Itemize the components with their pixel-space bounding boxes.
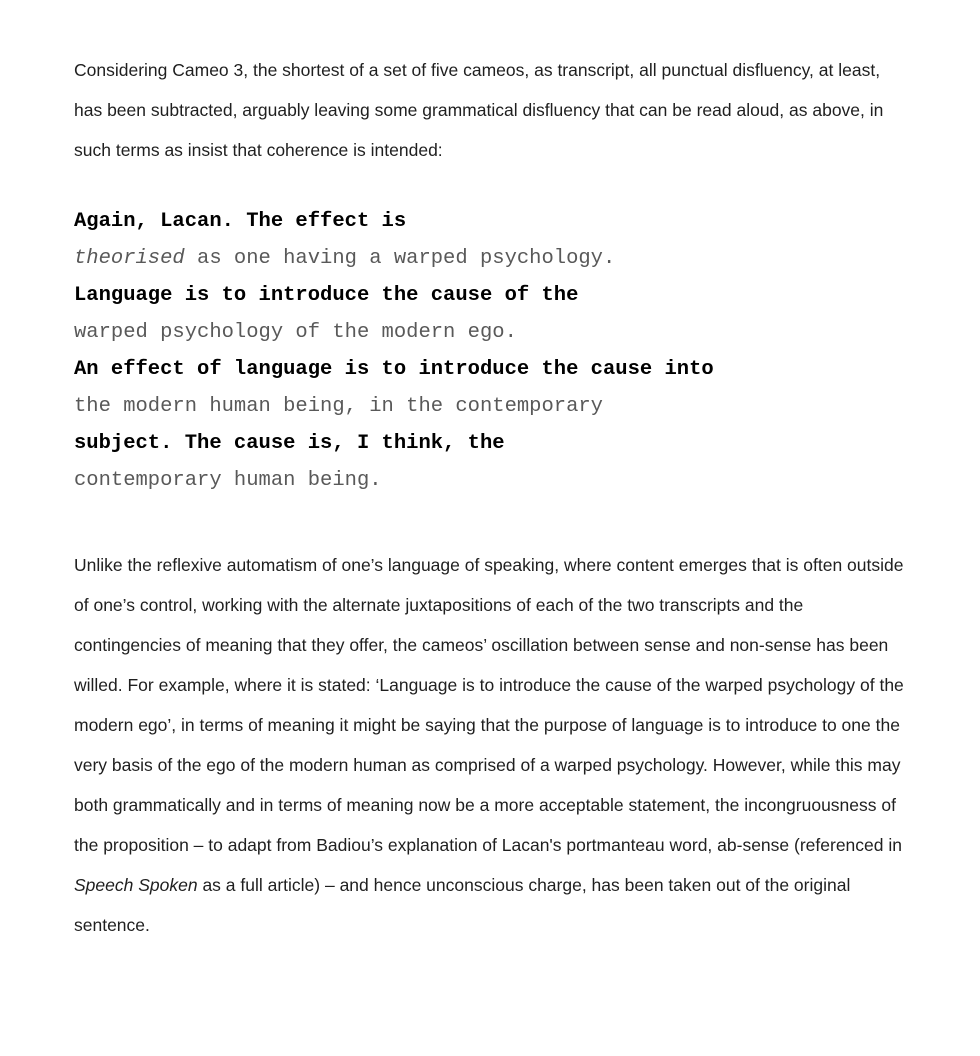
closing-text-part2: as a full article) – and hence unconscious charge, has been taken out of the original sentence.	[74, 875, 851, 935]
cameo-line-rest: as one having a warped psychology.	[184, 247, 616, 270]
cameo-line-bold: Again, Lacan. The effect is	[74, 210, 407, 233]
cameo-transcript-block	[74, 203, 904, 499]
closing-paragraph	[74, 545, 904, 945]
cameo-line-regular: the modern human being, in the contemporary	[74, 395, 603, 418]
cameo-line-bold: subject. The cause is, I think, the	[74, 432, 505, 455]
closing-italic-title: Speech Spoken	[74, 875, 198, 895]
closing-text-part1: Unlike the reflexive automatism of one’s language of speaking, where content emerges that is often outside of one’s control, working with the alternate juxtapositions of each of the two transcripts and the contingencies of meaning that they offer, the cameos’ oscillation between sense and non-sense has been willed. For example, where it is stated: ‘Language is to introduce the cause of the warped psychology of the modern ego’, in terms of meaning it might be saying that the purpose of language is to introduce to one the very basis of the ego of the modern human as comprised of a warped psychology. However, while this may both grammatically and in terms of meaning now be a more acceptable statement, the incongruousness of the proposition – to adapt from Badiou’s explanation of Lacan's portmanteau word, ab-sense (referenced in	[74, 555, 904, 855]
cameo-line-regular: contemporary human being.	[74, 469, 382, 492]
cameo-line-bold: An effect of language is to introduce the cause into	[74, 358, 714, 381]
cameo-line-regular: warped psychology of the modern ego.	[74, 321, 517, 344]
intro-paragraph: Considering Cameo 3, the shortest of a set of five cameos, as transcript, all punctual disfluency, at least, has been subtracted, arguably leaving some grammatical disfluency that can be read aloud, as above, in such terms as insist that coherence is intended:	[74, 60, 884, 160]
cameo-italic-word: theorised	[74, 247, 185, 270]
cameo-line-regular	[74, 240, 904, 277]
cameo-line-bold: Language is to introduce the cause of the	[74, 284, 579, 307]
